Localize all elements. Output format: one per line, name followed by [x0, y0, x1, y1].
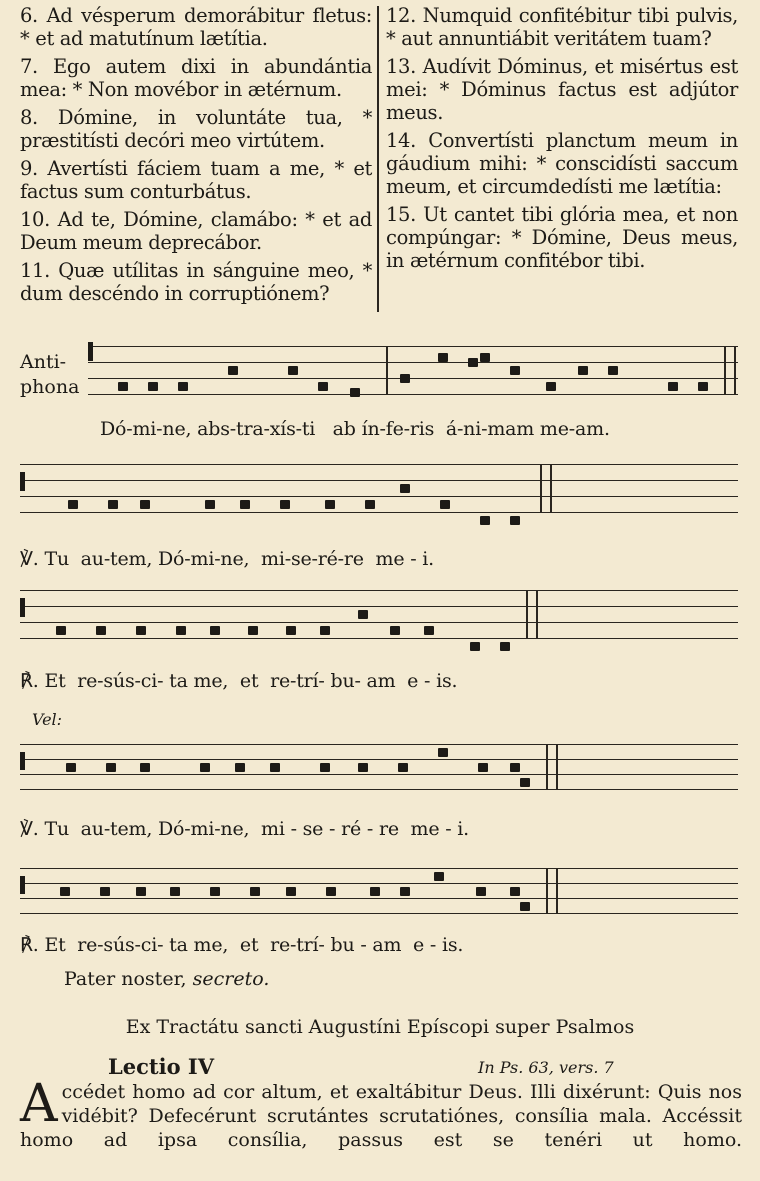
staff-line	[20, 913, 738, 914]
neume-icon	[326, 887, 336, 896]
vel-label: Vel:	[32, 710, 63, 729]
column-divider	[377, 6, 379, 312]
staff-line	[20, 759, 738, 760]
response-lyric: ℟. Et re-sús-ci- ta me, et re-trí- bu- am e - is.	[20, 670, 458, 692]
antiphona-label-line: Anti-	[20, 351, 67, 373]
neume-icon	[288, 366, 298, 375]
neume-icon	[438, 748, 448, 757]
neume-icon	[478, 763, 488, 772]
neume-icon	[136, 887, 146, 896]
neume-icon	[350, 388, 360, 397]
psalm-verse: 10. Ad te, Dómine, clamábo: * et ad Deum meum deprecábor.	[20, 208, 372, 254]
neume-icon	[200, 763, 210, 772]
neume-icon	[170, 887, 180, 896]
neume-icon	[510, 516, 520, 525]
neume-icon	[400, 374, 410, 383]
neume-icon	[140, 500, 150, 509]
neume-icon	[434, 872, 444, 881]
neume-icon	[500, 642, 510, 651]
neume-icon	[358, 610, 368, 619]
bar-line	[734, 346, 736, 394]
bar-line	[546, 868, 548, 913]
psalm-verse: 11. Quæ utílitas in sánguine meo, * dum descéndo in corruptiónem?	[20, 259, 372, 305]
staff-line	[20, 590, 738, 591]
neume-icon	[318, 382, 328, 391]
bar-line	[724, 346, 726, 394]
neume-icon	[240, 500, 250, 509]
neume-icon	[176, 626, 186, 635]
neume-icon	[286, 626, 296, 635]
neume-icon	[510, 366, 520, 375]
neume-icon	[140, 763, 150, 772]
neume-icon	[106, 763, 116, 772]
neume-icon	[96, 626, 106, 635]
staff-line	[20, 496, 738, 497]
neume-icon	[205, 500, 215, 509]
bar-line	[386, 346, 388, 394]
neume-icon	[250, 887, 260, 896]
neume-icon	[424, 626, 434, 635]
neume-icon	[390, 626, 400, 635]
dropcap: A	[20, 1074, 58, 1134]
lectio-title: Lectio IV	[108, 1054, 215, 1079]
lectio-reading	[20, 1074, 742, 1152]
pater-noster-text: Pater noster,	[64, 968, 187, 990]
staff-line	[20, 638, 738, 639]
psalm-verse: 13. Audívit Dóminus, et misértus est mei: * Dóminus factus est adjútor meus.	[386, 55, 738, 124]
do-clef-icon	[20, 598, 25, 617]
psalm-verse: 8. Dómine, in voluntáte tua, * præstitísti decóri meo virtútem.	[20, 106, 372, 152]
staff-line	[20, 464, 738, 465]
chant-staff-versicle	[20, 462, 738, 522]
neume-icon	[136, 626, 146, 635]
neume-icon	[608, 366, 618, 375]
bar-line	[550, 464, 552, 512]
psalm-verse: 12. Numquid confitébitur tibi pulvis, * aut annuntiábit veritátem tuam?	[386, 4, 738, 50]
staff-line	[20, 622, 738, 623]
neume-icon	[108, 500, 118, 509]
chant-staff-response	[20, 588, 738, 648]
psalm-verse: 14. Convertísti planctum meum in gáudium mihi: * conscidísti saccum meum, et circumdedísti me lætítia:	[386, 129, 738, 198]
staff-line	[20, 606, 738, 607]
do-clef-icon	[20, 472, 25, 491]
neume-icon	[546, 382, 556, 391]
bar-line	[536, 590, 538, 638]
psalm-verse: 6. Ad vésperum demorábitur fletus: * et ad matutínum lætítia.	[20, 4, 372, 50]
staff-line	[88, 394, 738, 395]
staff-line	[20, 868, 738, 869]
do-clef-icon	[20, 876, 25, 894]
neume-icon	[520, 902, 530, 911]
neume-icon	[235, 763, 245, 772]
psalm-right-column	[386, 4, 738, 277]
neume-icon	[210, 626, 220, 635]
psalm-verse: 15. Ut cantet tibi glória mea, et non compúngar: * Dómine, Deus meus, in ætérnum confitébor tibi.	[386, 203, 738, 272]
bar-line	[540, 464, 542, 512]
chant-staff-response-alt	[20, 866, 738, 924]
bar-line	[556, 744, 558, 789]
staff-line	[20, 883, 738, 884]
chant-staff-versicle-alt	[20, 742, 738, 800]
neume-icon	[68, 500, 78, 509]
neume-icon	[358, 763, 368, 772]
versicle-lyric: ℣. Tu au-tem, Dó-mi-ne, mi-se-ré-re me - i.	[20, 548, 434, 570]
neume-icon	[148, 382, 158, 391]
lectio-reference: In Ps. 63, vers. 7	[478, 1058, 614, 1077]
secreto-rubric: secreto.	[192, 968, 270, 990]
neume-icon	[270, 763, 280, 772]
staff-line	[20, 744, 738, 745]
neume-icon	[365, 500, 375, 509]
neume-icon	[510, 887, 520, 896]
neume-icon	[118, 382, 128, 391]
bar-line	[556, 868, 558, 913]
neume-icon	[100, 887, 110, 896]
neume-icon	[56, 626, 66, 635]
neume-icon	[468, 358, 478, 367]
neume-icon	[480, 516, 490, 525]
neume-icon	[578, 366, 588, 375]
neume-icon	[520, 778, 530, 787]
neume-icon	[320, 626, 330, 635]
neume-icon	[668, 382, 678, 391]
neume-icon	[320, 763, 330, 772]
antiphona-label-line: phona	[20, 376, 80, 398]
versicle-alt-lyric: ℣. Tu au-tem, Dó-mi-ne, mi - se - ré - re me - i.	[20, 818, 470, 840]
staff-line	[88, 362, 738, 363]
staff-line	[20, 898, 738, 899]
neume-icon	[286, 887, 296, 896]
staff-line	[88, 378, 738, 379]
do-clef-icon	[88, 342, 93, 361]
neume-icon	[228, 366, 238, 375]
staff-line	[20, 480, 738, 481]
neume-icon	[470, 642, 480, 651]
neume-icon	[210, 887, 220, 896]
neume-icon	[510, 763, 520, 772]
neume-icon	[400, 484, 410, 493]
response-alt-lyric: ℟. Et re-sús-ci- ta me, et re-trí- bu - am e - is.	[20, 934, 464, 956]
neume-icon	[178, 382, 188, 391]
psalm-verse: 7. Ego autem dixi in abundántia mea: * Non movébor in ætérnum.	[20, 55, 373, 101]
bar-line	[526, 590, 528, 638]
staff-line	[20, 774, 738, 775]
neume-icon	[698, 382, 708, 391]
psalm-left-column	[20, 4, 372, 310]
pater-noster-rubric	[64, 968, 269, 990]
neume-icon	[400, 887, 410, 896]
chant-staff-antiphon	[88, 344, 738, 404]
neume-icon	[370, 887, 380, 896]
neume-icon	[438, 353, 448, 362]
reading-text: ccédet homo ad cor altum, et exaltábitur Deus. Illi dixérunt: Quis nos vidébit? Defecérunt scrutántes scrutatiónes, consília mala. Accéssit homo ad ipsa consília, passus est se tenéri ut homo.	[20, 1081, 742, 1151]
antiphon-lyric: Dó-mi-ne, abs-tra-xís-ti ab ín-fe-ris á-ni-mam me-am.	[100, 418, 610, 440]
psalm-verse: 9. Avertísti fáciem tuam a me, * et factus sum conturbátus.	[20, 157, 372, 203]
antiphona-label	[20, 350, 79, 400]
neume-icon	[325, 500, 335, 509]
neume-icon	[248, 626, 258, 635]
source-heading: Ex Tractátu sancti Augustíni Epíscopi super Psalmos	[125, 1016, 635, 1038]
neume-icon	[66, 763, 76, 772]
neume-icon	[60, 887, 70, 896]
staff-line	[88, 346, 738, 347]
neume-icon	[480, 353, 490, 362]
neume-icon	[440, 500, 450, 509]
neume-icon	[280, 500, 290, 509]
bar-line	[546, 744, 548, 789]
neume-icon	[476, 887, 486, 896]
do-clef-icon	[20, 752, 25, 770]
staff-line	[20, 512, 738, 513]
staff-line	[20, 789, 738, 790]
neume-icon	[398, 763, 408, 772]
